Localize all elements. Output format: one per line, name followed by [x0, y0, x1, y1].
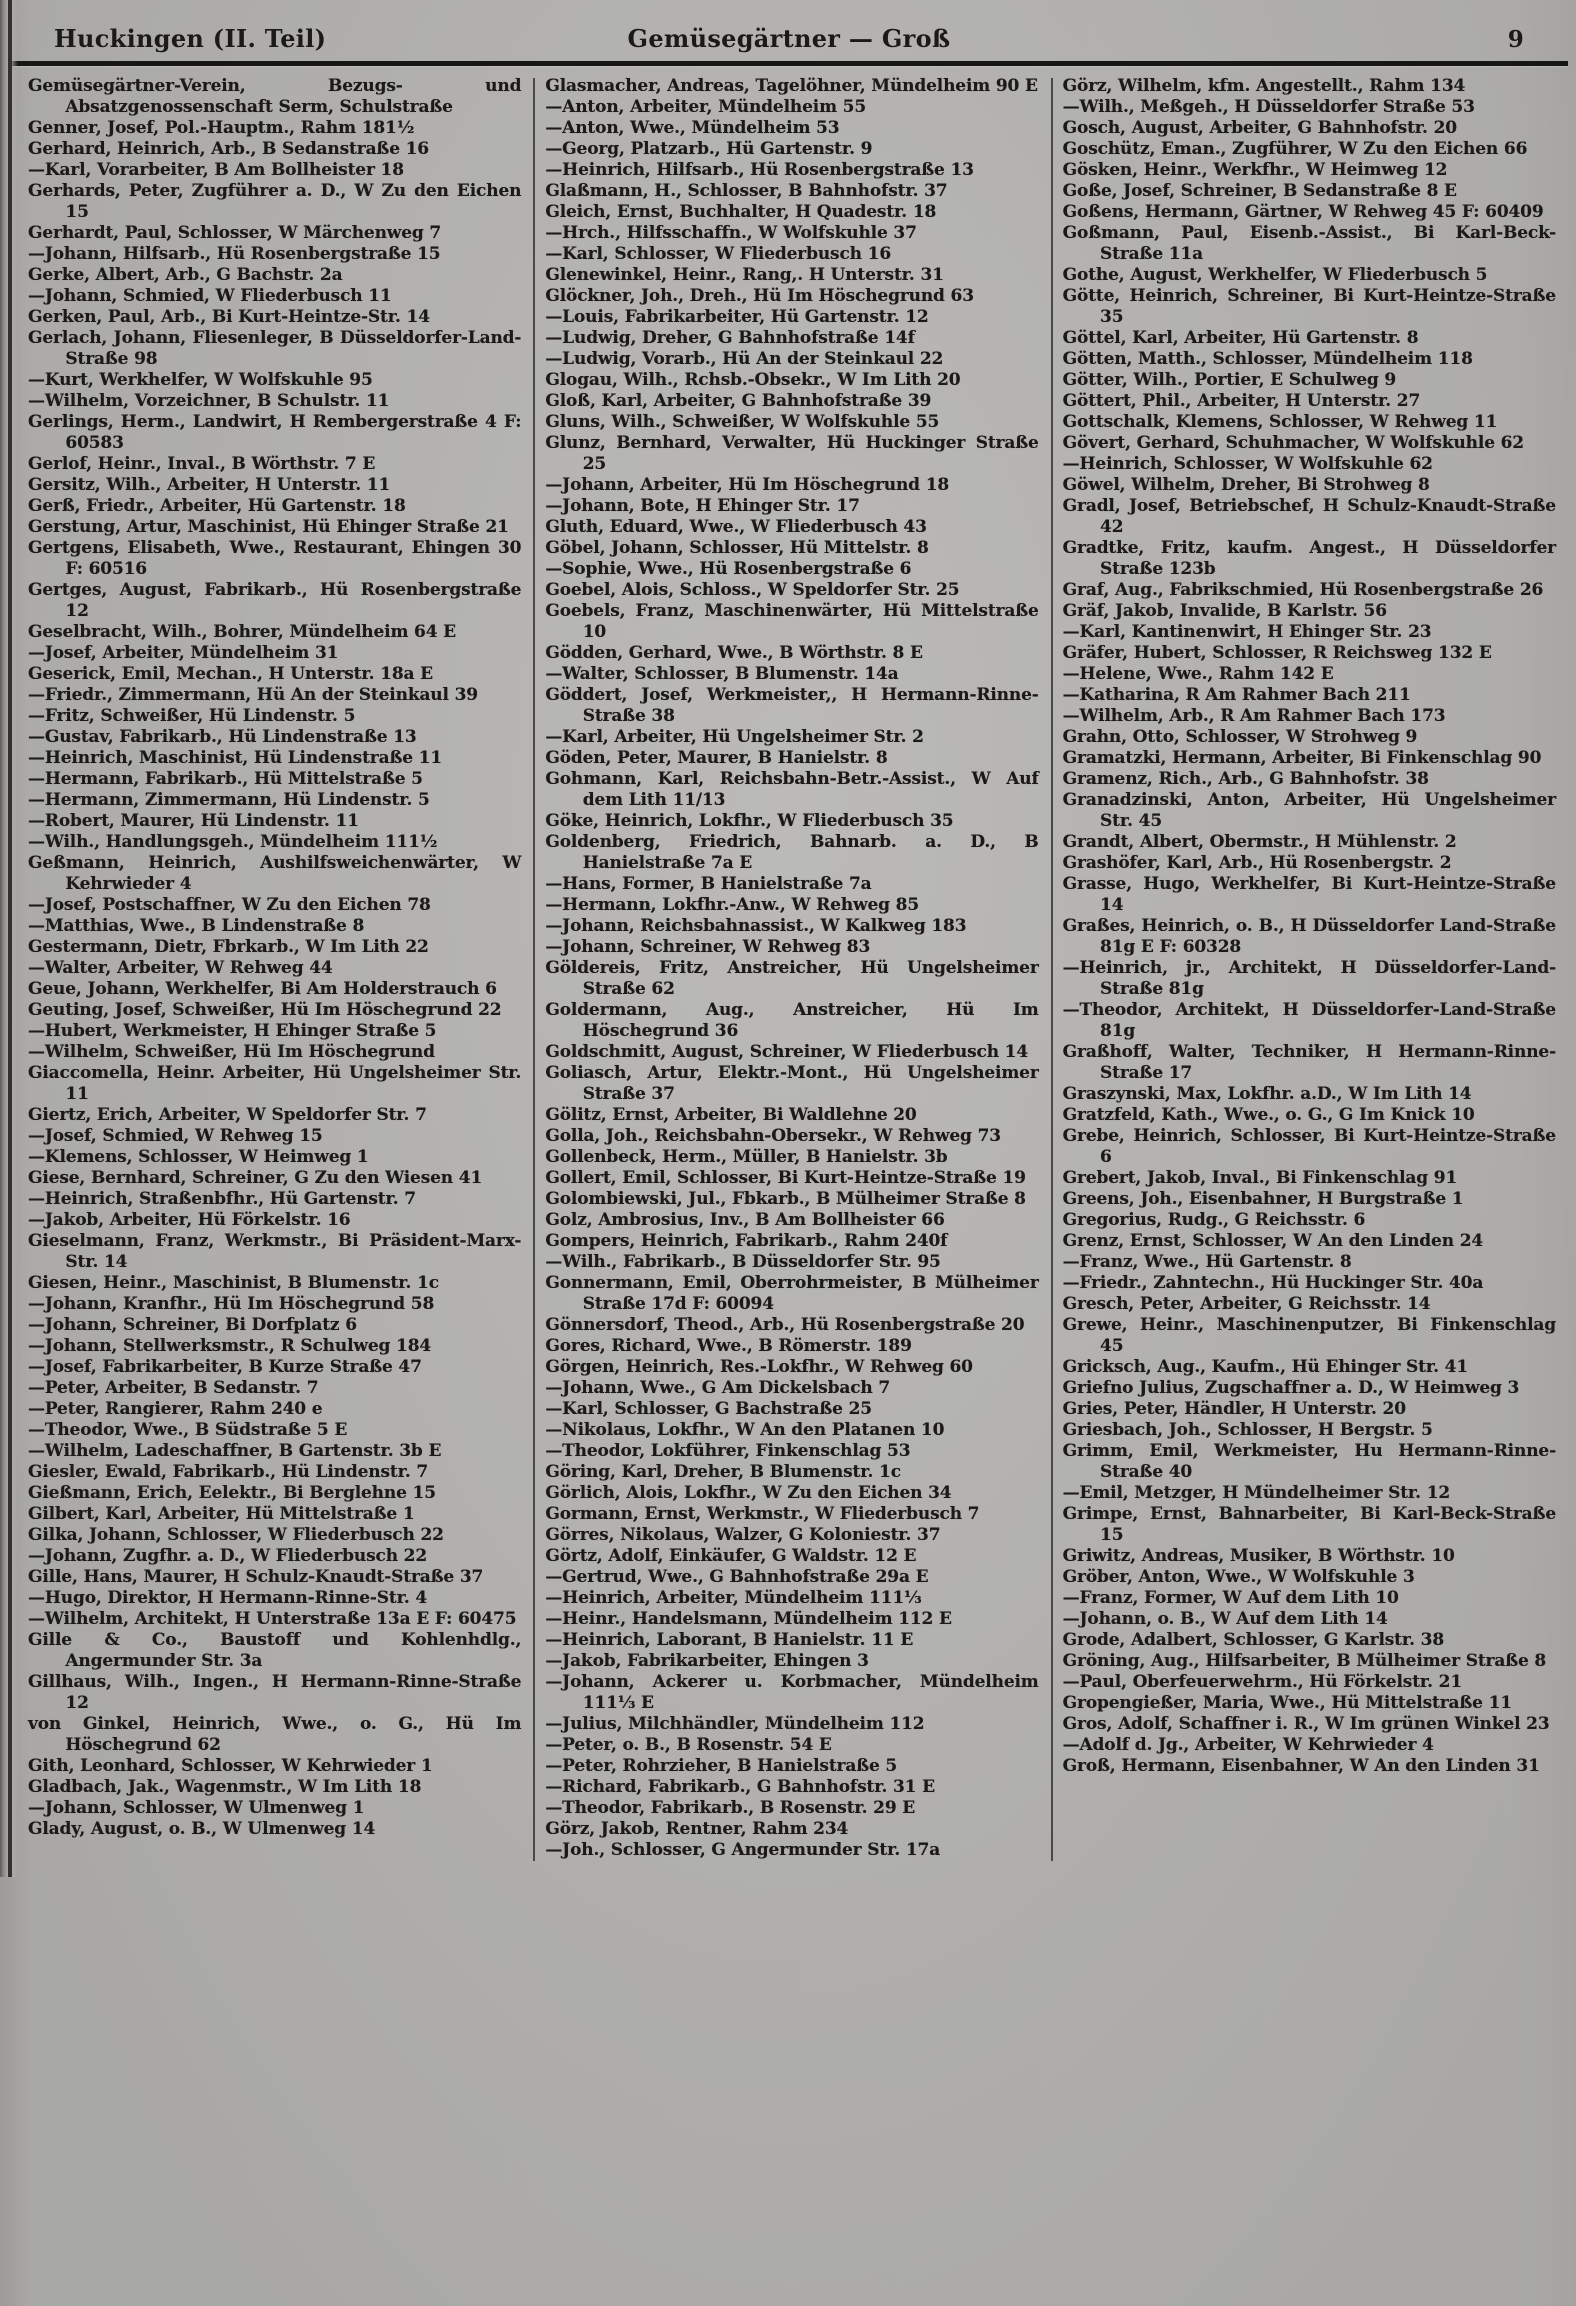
- directory-entry: Görres, Nikolaus, Walzer, G Koloniestr. 37: [545, 1525, 941, 1545]
- column-divider-2: [1051, 78, 1053, 1861]
- directory-entry: Glogau, Wilh., Rchsb.-Obsekr., W Im Lith 20: [545, 370, 961, 390]
- directory-entry: —Wilhelm, Architekt, H Unterstraße 13a E F: 60475: [28, 1609, 517, 1629]
- directory-entry: Göden, Peter, Maurer, B Hanielstr. 8: [545, 748, 888, 768]
- directory-entry: Glaßmann, H., Schlosser, B Bahnhofstr. 37: [545, 181, 948, 201]
- directory-entry: Görlich, Alois, Lokfhr., W Zu den Eichen 34: [545, 1483, 952, 1503]
- directory-entry: Grebe, Heinrich, Schlosser, Bi Kurt-Heintze-Straße 6: [1062, 1126, 1556, 1167]
- directory-entry: Gieselmann, Franz, Werkmstr., Bi Präsident-Marx-Str. 14: [28, 1231, 522, 1272]
- directory-entry: —Johann, Kranfhr., Hü Im Höschegrund 58: [28, 1294, 435, 1314]
- directory-entry: —Wilh., Meßgeh., H Düsseldorfer Straße 53: [1062, 97, 1475, 117]
- directory-entry: —Katharina, R Am Rahmer Bach 211: [1062, 685, 1411, 705]
- directory-entry: Geserick, Emil, Mechan., H Unterstr. 18a E: [28, 664, 433, 684]
- directory-entry: Graszynski, Max, Lokfhr. a.D., W Im Lith 14: [1062, 1084, 1472, 1104]
- directory-entry: —Josef, Schmied, W Rehweg 15: [28, 1126, 323, 1146]
- directory-entry: —Louis, Fabrikarbeiter, Hü Gartenstr. 12: [545, 307, 929, 327]
- directory-entry: —Julius, Milchhändler, Mündelheim 112: [545, 1714, 925, 1734]
- directory-entry: —Peter, Arbeiter, B Sedanstr. 7: [28, 1378, 319, 1398]
- directory-entry: Grandt, Albert, Obermstr., H Mühlenstr. 2: [1062, 832, 1457, 852]
- directory-entry: Gramatzki, Hermann, Arbeiter, Bi Finkenschlag 90: [1062, 748, 1542, 768]
- directory-entry: —Johann, Stellwerksmstr., R Schulweg 184: [28, 1336, 432, 1356]
- directory-entry: Gries, Peter, Händler, H Unterstr. 20: [1062, 1399, 1406, 1419]
- directory-entry: Giertz, Erich, Arbeiter, W Speldorfer Str. 7: [28, 1105, 427, 1125]
- directory-entry: —Robert, Maurer, Hü Lindenstr. 11: [28, 811, 359, 831]
- directory-entry: —Josef, Postschaffner, W Zu den Eichen 78: [28, 895, 431, 915]
- directory-entry: —Josef, Fabrikarbeiter, B Kurze Straße 47: [28, 1357, 422, 1377]
- directory-entry: Gros, Adolf, Schaffner i. R., W Im grünen Winkel 23: [1062, 1714, 1550, 1734]
- directory-entry: Grasse, Hugo, Werkhelfer, Bi Kurt-Heintze-Straße 14: [1062, 874, 1556, 915]
- directory-entry: —Hugo, Direktor, H Hermann-Rinne-Str. 4: [28, 1588, 428, 1608]
- directory-entry: —Johann, Wwe., G Am Dickelsbach 7: [545, 1378, 891, 1398]
- directory-entry: —Karl, Arbeiter, Hü Ungelsheimer Str. 2: [545, 727, 924, 747]
- directory-entry: Grenz, Ernst, Schlosser, W An den Linden 24: [1062, 1231, 1484, 1251]
- directory-entry: Glöckner, Joh., Dreh., Hü Im Höschegrund 63: [545, 286, 974, 306]
- directory-entry: Goldenberg, Friedrich, Bahnarb. a. D., B Hanielstraße 7a E: [545, 832, 1039, 873]
- directory-entry: —Friedr., Zimmermann, Hü An der Steinkaul 39: [28, 685, 478, 705]
- directory-entry: —Theodor, Architekt, H Düsseldorfer-Land-Straße 81g: [1062, 1000, 1556, 1041]
- directory-entry: Grewe, Heinr., Maschinenputzer, Bi Finkenschlag 45: [1062, 1315, 1556, 1356]
- directory-entry: Gerlach, Johann, Fliesenleger, B Düsseldorfer-Land-Straße 98: [28, 328, 522, 369]
- directory-entry: Gregorius, Rudg., G Reichsstr. 6: [1062, 1210, 1366, 1230]
- directory-entry: Gerlings, Herm., Landwirt, H Rembergerstraße 4 F: 60583: [28, 412, 522, 453]
- directory-entry: —Karl, Schlosser, G Bachstraße 25: [545, 1399, 872, 1419]
- directory-entry: Gricksch, Aug., Kaufm., Hü Ehinger Str. 41: [1062, 1357, 1469, 1377]
- page-number: 9: [1507, 26, 1524, 53]
- directory-entry: Goebels, Franz, Maschinenwärter, Hü Mittelstraße 10: [545, 601, 1039, 642]
- directory-entry: —Johann, Schlosser, W Ulmenweg 1: [28, 1798, 365, 1818]
- directory-entry: Gödden, Gerhard, Wwe., B Wörthstr. 8 E: [545, 643, 923, 663]
- directory-entry: —Franz, Wwe., Hü Gartenstr. 8: [1062, 1252, 1352, 1272]
- directory-entry: —Jakob, Fabrikarbeiter, Ehingen 3: [545, 1651, 869, 1671]
- directory-entry: —Hubert, Werkmeister, H Ehinger Straße 5: [28, 1021, 437, 1041]
- directory-entry: —Theodor, Lokführer, Finkenschlag 53: [545, 1441, 911, 1461]
- directory-entry: —Heinrich, Hilfsarb., Hü Rosenbergstraße 13: [545, 160, 974, 180]
- directory-entry: Gormann, Ernst, Werkmstr., W Fliederbusch 7: [545, 1504, 980, 1524]
- directory-entry: Geßmann, Heinrich, Aushilfsweichenwärter, W Kehrwieder 4: [28, 853, 522, 894]
- directory-entry: —Richard, Fabrikarb., G Bahnhofstr. 31 E: [545, 1777, 935, 1797]
- directory-entry: Giesen, Heinr., Maschinist, B Blumenstr. 1c: [28, 1273, 439, 1293]
- directory-entry: —Heinrich, jr., Architekt, H Düsseldorfer-Land-Straße 81g: [1062, 958, 1556, 999]
- directory-column-left: [20, 76, 531, 1861]
- directory-entry: —Karl, Vorarbeiter, B Am Bollheister 18: [28, 160, 404, 180]
- directory-entry: Golz, Ambrosius, Inv., B Am Bollheister 66: [545, 1210, 945, 1230]
- directory-entry: —Anton, Wwe., Mündelheim 53: [545, 118, 840, 138]
- directory-entry: Grebert, Jakob, Inval., Bi Finkenschlag 91: [1062, 1168, 1458, 1188]
- directory-entry: —Wilhelm, Arb., R Am Rahmer Bach 173: [1062, 706, 1446, 726]
- directory-entry: Görtz, Adolf, Einkäufer, G Waldstr. 12 E: [545, 1546, 917, 1566]
- directory-entry: —Wilhelm, Schweißer, Hü Im Höschegrund: [28, 1042, 435, 1062]
- directory-entry: Göddert, Josef, Werkmeister,, H Hermann-Rinne-Straße 38: [545, 685, 1039, 726]
- directory-entry: Griwitz, Andreas, Musiker, B Wörthstr. 10: [1062, 1546, 1455, 1566]
- directory-entry: —Theodor, Fabrikarb., B Rosenstr. 29 E: [545, 1798, 916, 1818]
- directory-entry: Groß, Hermann, Eisenbahner, W An den Linden 31: [1062, 1756, 1540, 1776]
- directory-entry: Gilbert, Karl, Arbeiter, Hü Mittelstraße 1: [28, 1504, 415, 1524]
- directory-entry: Gilka, Johann, Schlosser, W Fliederbusch 22: [28, 1525, 444, 1545]
- directory-entry: Göttel, Karl, Arbeiter, Hü Gartenstr. 8: [1062, 328, 1419, 348]
- directory-entry: —Heinrich, Maschinist, Hü Lindenstraße 11: [28, 748, 443, 768]
- directory-entry: Gerhardt, Paul, Schlosser, W Märchenweg 7: [28, 223, 442, 243]
- column-divider-1: [533, 78, 535, 1861]
- directory-entry: —Wilh., Handlungsgeh., Mündelheim 111½: [28, 832, 438, 852]
- directory-entry: —Paul, Oberfeuerwehrm., Hü Förkelstr. 21: [1062, 1672, 1463, 1692]
- directory-entry: —Johann, Zugfhr. a. D., W Fliederbusch 22: [28, 1546, 428, 1566]
- directory-entry: Grahn, Otto, Schlosser, W Strohweg 9: [1062, 727, 1418, 747]
- directory-entry: Gollenbeck, Herm., Müller, B Hanielstr. 3b: [545, 1147, 948, 1167]
- directory-entry: —Hermann, Lokfhr.-Anw., W Rehweg 85: [545, 895, 920, 915]
- directory-entry: Gropengießer, Maria, Wwe., Hü Mittelstraße 11: [1062, 1693, 1512, 1713]
- directory-entry: —Gertrud, Wwe., G Bahnhofstraße 29a E: [545, 1567, 929, 1587]
- directory-entry: —Hermann, Fabrikarb., Hü Mittelstraße 5: [28, 769, 423, 789]
- directory-entry: Gießmann, Erich, Eelektr., Bi Berglehne 15: [28, 1483, 436, 1503]
- directory-entry: Glenewinkel, Heinr., Rang,. H Unterstr. 31: [545, 265, 944, 285]
- header-section-title: Gemüsegärtner — Groß: [627, 24, 951, 53]
- directory-entry: Gestermann, Dietr, Fbrkarb., W Im Lith 22: [28, 937, 429, 957]
- directory-entry: Gradtke, Fritz, kaufm. Angest., H Düsseldorfer Straße 123b: [1062, 538, 1556, 579]
- directory-entry: Grimm, Emil, Werkmeister, Hu Hermann-Rinne-Straße 40: [1062, 1441, 1556, 1482]
- directory-entry: Gösken, Heinr., Werkfhr., W Heimweg 12: [1062, 160, 1448, 180]
- directory-entry: Gladbach, Jak., Wagenmstr., W Im Lith 18: [28, 1777, 422, 1797]
- directory-entry: Goebel, Alois, Schloss., W Speldorfer Str. 25: [545, 580, 960, 600]
- directory-entry: Göring, Karl, Dreher, B Blumenstr. 1c: [545, 1462, 901, 1482]
- directory-entry: —Johann, Arbeiter, Hü Im Höschegrund 18: [545, 475, 950, 495]
- directory-entry: —Johann, Ackerer u. Korbmacher, Mündelheim 111⅓ E: [545, 1672, 1039, 1713]
- header-section-left: Huckingen (II. Teil): [54, 24, 327, 53]
- directory-entry: —Heinrich, Laborant, B Hanielstr. 11 E: [545, 1630, 914, 1650]
- directory-entry: Greens, Joh., Eisenbahner, H Burgstraße 1: [1062, 1189, 1464, 1209]
- directory-entry: Geselbracht, Wilh., Bohrer, Mündelheim 64 E: [28, 622, 456, 642]
- directory-entry: Gluns, Wilh., Schweißer, W Wolfskuhle 55: [545, 412, 940, 432]
- directory-entry: Gores, Richard, Wwe., B Römerstr. 189: [545, 1336, 912, 1356]
- directory-entry: Gramenz, Rich., Arb., G Bahnhofstr. 38: [1062, 769, 1429, 789]
- directory-entry: Glady, August, o. B., W Ulmenweg 14: [28, 1819, 376, 1839]
- directory-entry: Genner, Josef, Pol.-Hauptm., Rahm 181½: [28, 118, 415, 138]
- directory-entry: Göldereis, Fritz, Anstreicher, Hü Ungelsheimer Straße 62: [545, 958, 1039, 999]
- directory-entry: Grashöfer, Karl, Arb., Hü Rosenbergstr. 2: [1062, 853, 1452, 873]
- directory-entry: Golla, Joh., Reichsbahn-Obersekr., W Rehweg 73: [545, 1126, 1001, 1146]
- directory-entry: Gonnermann, Emil, Oberrohrmeister, B Mülheimer Straße 17d F: 60094: [545, 1273, 1039, 1314]
- directory-entry: Granadzinski, Anton, Arbeiter, Hü Ungelsheimer Str. 45: [1062, 790, 1556, 831]
- directory-entry: Gollert, Emil, Schlosser, Bi Kurt-Heintze-Straße 19: [545, 1168, 1026, 1188]
- directory-entry: —Johann, Hilfsarb., Hü Rosenbergstraße 15: [28, 244, 441, 264]
- directory-entry: Goße, Josef, Schreiner, B Sedanstraße 8 E: [1062, 181, 1457, 201]
- directory-entry: —Wilhelm, Vorzeichner, B Schulstr. 11: [28, 391, 390, 411]
- directory-entry: —Karl, Kantinenwirt, H Ehinger Str. 23: [1062, 622, 1432, 642]
- directory-entry: —Johann, Schreiner, Bi Dorfplatz 6: [28, 1315, 357, 1335]
- directory-entry: —Peter, o. B., B Rosenstr. 54 E: [545, 1735, 832, 1755]
- directory-entry: —Wilhelm, Ladeschaffner, B Gartenstr. 3b E: [28, 1441, 442, 1461]
- directory-entry: Griefno Julius, Zugschaffner a. D., W Heimweg 3: [1062, 1378, 1520, 1398]
- directory-entry: —Walter, Arbeiter, W Rehweg 44: [28, 958, 333, 978]
- directory-entry: Gradl, Josef, Betriebschef, H Schulz-Knaudt-Straße 42: [1062, 496, 1556, 537]
- directory-entry: Geue, Johann, Werkhelfer, Bi Am Holderstrauch 6: [28, 979, 497, 999]
- directory-entry: Gövert, Gerhard, Schuhmacher, W Wolfskuhle 62: [1062, 433, 1524, 453]
- directory-entry: —Anton, Arbeiter, Mündelheim 55: [545, 97, 867, 117]
- directory-entry: —Sophie, Wwe., Hü Rosenbergstraße 6: [545, 559, 912, 579]
- directory-entry: Götte, Heinrich, Schreiner, Bi Kurt-Heintze-Straße 35: [1062, 286, 1556, 327]
- directory-entry: —Theodor, Wwe., B Südstraße 5 E: [28, 1420, 348, 1440]
- directory-entry: Gille, Hans, Maurer, H Schulz-Knaudt-Straße 37: [28, 1567, 484, 1587]
- directory-entry: Goldschmitt, August, Schreiner, W Fliederbusch 14: [545, 1042, 1029, 1062]
- directory-entry: Giesler, Ewald, Fabrikarb., Hü Lindenstr. 7: [28, 1462, 429, 1482]
- directory-entry: —Jakob, Arbeiter, Hü Förkelstr. 16: [28, 1210, 351, 1230]
- directory-entry: Gith, Leonhard, Schlosser, W Kehrwieder 1: [28, 1756, 433, 1776]
- directory-entry: —Klemens, Schlosser, W Heimweg 1: [28, 1147, 369, 1167]
- directory-entry: —Johann, Bote, H Ehinger Str. 17: [545, 496, 860, 516]
- directory-entry: Gothe, August, Werkhelfer, W Fliederbusch 5: [1062, 265, 1488, 285]
- directory-entry: Gillhaus, Wilh., Ingen., H Hermann-Rinne-Straße 12: [28, 1672, 522, 1713]
- directory-entry: Grimpe, Ernst, Bahnarbeiter, Bi Karl-Beck-Straße 15: [1062, 1504, 1556, 1545]
- directory-entry: Göwel, Wilhelm, Dreher, Bi Strohweg 8: [1062, 475, 1430, 495]
- directory-entry: Götten, Matth., Schlosser, Mündelheim 118: [1062, 349, 1473, 369]
- directory-entry: Görz, Jakob, Rentner, Rahm 234: [545, 1819, 849, 1839]
- directory-column-middle: [537, 76, 1048, 1861]
- directory-entry: —Matthias, Wwe., B Lindenstraße 8: [28, 916, 365, 936]
- directory-entry: Gräfer, Hubert, Schlosser, R Reichsweg 132 E: [1062, 643, 1492, 663]
- directory-entry: Graf, Aug., Fabrikschmied, Hü Rosenbergstraße 26: [1062, 580, 1544, 600]
- directory-entry: —Wilh., Fabrikarb., B Düsseldorfer Str. 95: [545, 1252, 941, 1272]
- directory-entry: Goßmann, Paul, Eisenb.-Assist., Bi Karl-Beck-Straße 11a: [1062, 223, 1556, 264]
- directory-entry: Gröning, Aug., Hilfsarbeiter, B Mülheimer Straße 8: [1062, 1651, 1547, 1671]
- directory-entry: —Walter, Schlosser, B Blumenstr. 14a: [545, 664, 899, 684]
- directory-entry: —Heinr., Handelsmann, Mündelheim 112 E: [545, 1609, 952, 1629]
- directory-entry: Görz, Wilhelm, kfm. Angestellt., Rahm 134: [1062, 76, 1466, 96]
- directory-entry: Gompers, Heinrich, Fabrikarb., Rahm 240f: [545, 1231, 948, 1251]
- directory-entry: Gerstung, Artur, Maschinist, Hü Ehinger Straße 21: [28, 517, 509, 537]
- directory-entry: —Johann, Schreiner, W Rehweg 83: [545, 937, 871, 957]
- directory-entry: Glasmacher, Andreas, Tagelöhner, Mündelheim 90 E: [545, 76, 1038, 96]
- directory-entry: Gloß, Karl, Arbeiter, G Bahnhofstraße 39: [545, 391, 932, 411]
- directory-entry: —Johann, Reichsbahnassist., W Kalkweg 183: [545, 916, 967, 936]
- directory-entry: Gerlof, Heinr., Inval., B Wörthstr. 7 E: [28, 454, 376, 474]
- directory-entry: —Ludwig, Dreher, G Bahnhofstraße 14f: [545, 328, 915, 348]
- directory-entry: Gertgens, Elisabeth, Wwe., Restaurant, Ehingen 30 F: 60516: [28, 538, 522, 579]
- directory-entry: —Emil, Metzger, H Mündelheimer Str. 12: [1062, 1483, 1451, 1503]
- directory-entry: —Johann, o. B., W Auf dem Lith 14: [1062, 1609, 1388, 1629]
- directory-entry: —Peter, Rohrzieher, B Hanielstraße 5: [545, 1756, 898, 1776]
- directory-entry: Gluth, Eduard, Wwe., W Fliederbusch 43: [545, 517, 927, 537]
- directory-entry: Gönnersdorf, Theod., Arb., Hü Rosenbergstraße 20: [545, 1315, 1025, 1335]
- directory-entry: —Fritz, Schweißer, Hü Lindenstr. 5: [28, 706, 356, 726]
- directory-entry: Gresch, Peter, Arbeiter, G Reichsstr. 14: [1062, 1294, 1431, 1314]
- directory-entry: Golombiewski, Jul., Fbkarb., B Mülheimer Straße 8: [545, 1189, 1026, 1209]
- directory-entry: Gottschalk, Klemens, Schlosser, W Rehweg 11: [1062, 412, 1498, 432]
- directory-entry: —Franz, Former, W Auf dem Lith 10: [1062, 1588, 1399, 1608]
- directory-entry: —Karl, Schlosser, W Fliederbusch 16: [545, 244, 891, 264]
- directory-entry: Gersitz, Wilh., Arbeiter, H Unterstr. 11: [28, 475, 391, 495]
- directory-entry: Giese, Bernhard, Schreiner, G Zu den Wiesen 41: [28, 1168, 483, 1188]
- directory-entry: Glunz, Bernhard, Verwalter, Hü Huckinger Straße 25: [545, 433, 1039, 474]
- directory-entry: Goßens, Hermann, Gärtner, W Rehweg 45 F: 60409: [1062, 202, 1544, 222]
- directory-entry: —Joh., Schlosser, G Angermunder Str. 17a: [545, 1840, 941, 1860]
- directory-entry: Gerke, Albert, Arb., G Bachstr. 2a: [28, 265, 343, 285]
- directory-entry: —Georg, Platzarb., Hü Gartenstr. 9: [545, 139, 873, 159]
- directory-entry: —Ludwig, Vorarb., Hü An der Steinkaul 22: [545, 349, 944, 369]
- directory-column-right: [1055, 76, 1566, 1861]
- directory-entry: Gemüsegärtner-Verein, Bezugs- und Absatzgenossenschaft Serm, Schulstraße: [28, 76, 522, 117]
- directory-entry: Goldermann, Aug., Anstreicher, Hü Im Höschegrund 36: [545, 1000, 1039, 1041]
- directory-entry: Gratzfeld, Kath., Wwe., o. G., G Im Knick 10: [1062, 1105, 1475, 1125]
- directory-entry: —Gustav, Fabrikarb., Hü Lindenstraße 13: [28, 727, 417, 747]
- directory-entry: Goliasch, Artur, Elektr.-Mont., Hü Ungelsheimer Straße 37: [545, 1063, 1039, 1104]
- directory-entry: Göke, Heinrich, Lokfhr., W Fliederbusch 35: [545, 811, 954, 831]
- directory-entry: —Kurt, Werkhelfer, W Wolfskuhle 95: [28, 370, 373, 390]
- directory-entry: —Hermann, Zimmermann, Hü Lindenstr. 5: [28, 790, 430, 810]
- directory-entry: Graßes, Heinrich, o. B., H Düsseldorfer Land-Straße 81g E F: 60328: [1062, 916, 1556, 957]
- directory-entry: Grode, Adalbert, Schlosser, G Karlstr. 38: [1062, 1630, 1445, 1650]
- directory-columns: [0, 66, 1576, 1877]
- directory-entry: —Hrch., Hilfsschaffn., W Wolfskuhle 37: [545, 223, 917, 243]
- directory-entry: Gerhards, Peter, Zugführer a. D., W Zu den Eichen 15: [28, 181, 522, 222]
- directory-entry: von Ginkel, Heinrich, Wwe., o. G., Hü Im Höschegrund 62: [28, 1714, 522, 1755]
- directory-entry: Goschütz, Eman., Zugführer, W Zu den Eichen 66: [1062, 139, 1528, 159]
- directory-entry: —Heinrich, Straßenbfhr., Hü Gartenstr. 7: [28, 1189, 416, 1209]
- directory-entry: —Heinrich, Arbeiter, Mündelheim 111⅓: [545, 1588, 922, 1608]
- directory-entry: Göttert, Phil., Arbeiter, H Unterstr. 27: [1062, 391, 1421, 411]
- directory-entry: Gertges, August, Fabrikarb., Hü Rosenbergstraße 12: [28, 580, 522, 621]
- directory-entry: Gröber, Anton, Wwe., W Wolfskuhle 3: [1062, 1567, 1415, 1587]
- directory-entry: Graßhoff, Walter, Techniker, H Hermann-Rinne-Straße 17: [1062, 1042, 1556, 1083]
- directory-entry: —Peter, Rangierer, Rahm 240 e: [28, 1399, 323, 1419]
- directory-entry: Gerß, Friedr., Arbeiter, Hü Gartenstr. 18: [28, 496, 406, 516]
- directory-entry: —Friedr., Zahntechn., Hü Huckinger Str. 40a: [1062, 1273, 1484, 1293]
- directory-entry: —Heinrich, Schlosser, W Wolfskuhle 62: [1062, 454, 1433, 474]
- directory-entry: Götter, Wilh., Portier, E Schulweg 9: [1062, 370, 1397, 390]
- directory-entry: —Helene, Wwe., Rahm 142 E: [1062, 664, 1334, 684]
- directory-entry: —Johann, Schmied, W Fliederbusch 11: [28, 286, 392, 306]
- directory-entry: Gille & Co., Baustoff und Kohlenhdlg., Angermunder Str. 3a: [28, 1630, 522, 1671]
- directory-entry: Görgen, Heinrich, Res.-Lokfhr., W Rehweg 60: [545, 1357, 973, 1377]
- directory-entry: Geuting, Josef, Schweißer, Hü Im Höschegrund 22: [28, 1000, 502, 1020]
- directory-entry: —Hans, Former, B Hanielstraße 7a: [545, 874, 872, 894]
- directory-entry: Griesbach, Joh., Schlosser, H Bergstr. 5: [1062, 1420, 1433, 1440]
- directory-entry: Gölitz, Ernst, Arbeiter, Bi Waldlehne 20: [545, 1105, 917, 1125]
- directory-entry: Göbel, Johann, Schlosser, Hü Mittelstr. 8: [545, 538, 929, 558]
- directory-entry: Gohmann, Karl, Reichsbahn-Betr.-Assist., W Auf dem Lith 11/13: [545, 769, 1039, 810]
- directory-entry: Gleich, Ernst, Buchhalter, H Quadestr. 18: [545, 202, 937, 222]
- directory-entry: Gräf, Jakob, Invalide, B Karlstr. 56: [1062, 601, 1387, 621]
- directory-entry: —Nikolaus, Lokfhr., W An den Platanen 10: [545, 1420, 945, 1440]
- directory-entry: Gerken, Paul, Arb., Bi Kurt-Heintze-Str. 14: [28, 307, 430, 327]
- directory-entry: —Josef, Arbeiter, Mündelheim 31: [28, 643, 339, 663]
- directory-entry: Gosch, August, Arbeiter, G Bahnhofstr. 20: [1062, 118, 1457, 138]
- page-gutter-line: [8, 0, 12, 1877]
- directory-entry: —Adolf d. Jg., Arbeiter, W Kehrwieder 4: [1062, 1735, 1434, 1755]
- page-header: [0, 0, 1576, 59]
- directory-entry: Giaccomella, Heinr. Arbeiter, Hü Ungelsheimer Str. 11: [28, 1063, 522, 1104]
- directory-entry: Gerhard, Heinrich, Arb., B Sedanstraße 16: [28, 139, 429, 159]
